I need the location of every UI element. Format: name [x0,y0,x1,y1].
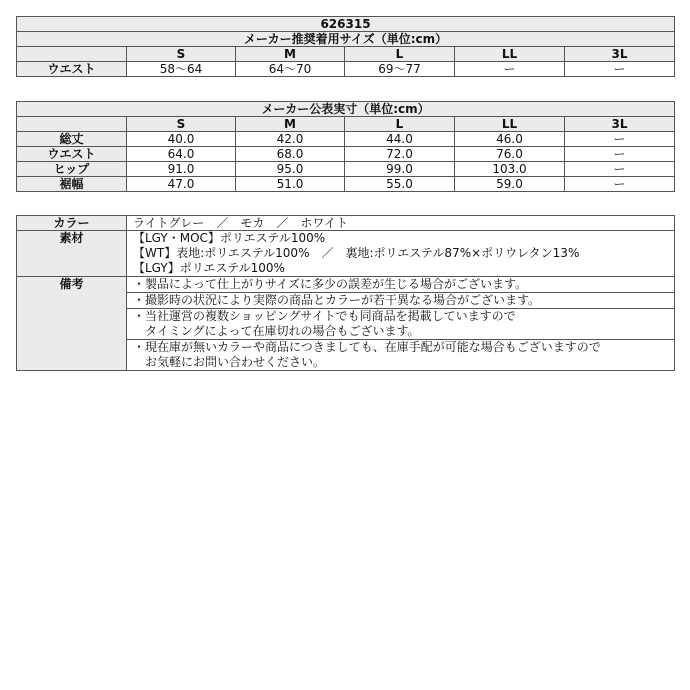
value-cell: 76.0 [455,147,565,162]
row-label: 総丈 [17,132,127,147]
note-item [127,339,674,370]
size-header: L [345,47,455,62]
size-header: 3L [565,47,675,62]
size-header: S [127,117,236,132]
size-header-row [17,47,675,62]
row-label: 裾幅 [17,177,127,192]
notes-row [17,277,675,371]
value-cell: 51.0 [236,177,345,192]
product-code: 626315 [17,17,675,32]
notes-label: 備考 [17,277,127,371]
material-row [17,231,675,277]
row-label: ウエスト [17,147,127,162]
note-line: タイミングによって在庫切れの場合もございます。 [133,324,420,338]
note-line: ・製品によって仕上がりサイズに多少の誤差が生じる場合がございます。 [133,277,528,291]
color-label: カラー [17,216,127,231]
material-value [127,231,675,277]
value-cell: 64〜70 [236,62,345,77]
material-line: 【LGY・MOC】ポリエステル100% [133,231,326,245]
corner-cell [17,47,127,62]
value-cell: 47.0 [127,177,236,192]
note-item [127,308,674,339]
note-line: ・当社運営の複数ショッピングサイトでも同商品を掲載していますので [133,309,516,323]
table-row [17,62,675,77]
corner-cell [17,117,127,132]
note-line: ・撮影時の状況により実際の商品とカラーが若干異なる場合がございます。 [133,293,541,307]
size-header-row [17,117,675,132]
note-item [127,292,674,308]
size-header: L [345,117,455,132]
size-header: LL [455,117,565,132]
size-header: 3L [565,117,675,132]
notes-list [127,277,675,371]
value-cell: ー [455,62,565,77]
note-line: お気軽にお問い合わせください。 [133,355,326,369]
note-line: ・現在庫が無いカラーや商品につきましても、在庫手配が可能な場合もございますので [133,340,601,354]
color-value: ライトグレー ／ モカ ／ ホワイト [127,216,675,231]
table-row [17,147,675,162]
measured-title: メーカー公表実寸（単位:cm） [17,102,675,117]
value-cell: 46.0 [455,132,565,147]
table-row [17,162,675,177]
value-cell: ー [565,62,675,77]
value-cell: 44.0 [345,132,455,147]
material-line: 【LGY】ポリエステル100% [133,261,285,275]
note-item [127,277,674,292]
product-info-table [16,215,675,371]
material-line: 【WT】表地:ポリエステル100% ／ 裏地:ポリエステル87%×ポリウレタン13% [133,246,580,260]
measured-size-table [16,101,675,192]
value-cell: ー [565,162,675,177]
value-cell: 95.0 [236,162,345,177]
size-header: LL [455,47,565,62]
material-label: 素材 [17,231,127,277]
table-row [17,177,675,192]
value-cell: 103.0 [455,162,565,177]
color-row [17,216,675,231]
value-cell: 68.0 [236,147,345,162]
size-header: M [236,117,345,132]
recommended-size-table [16,16,675,77]
value-cell: ー [565,147,675,162]
value-cell: 59.0 [455,177,565,192]
size-header: S [127,47,236,62]
value-cell: 58〜64 [127,62,236,77]
row-label: ウエスト [17,62,127,77]
recommended-title: メーカー推奨着用サイズ（単位:cm） [17,32,675,47]
value-cell: 55.0 [345,177,455,192]
value-cell: 40.0 [127,132,236,147]
size-header: M [236,47,345,62]
value-cell: 72.0 [345,147,455,162]
value-cell: ー [565,177,675,192]
value-cell: 69〜77 [345,62,455,77]
value-cell: 64.0 [127,147,236,162]
table-row [17,132,675,147]
value-cell: 91.0 [127,162,236,177]
value-cell: ー [565,132,675,147]
value-cell: 99.0 [345,162,455,177]
value-cell: 42.0 [236,132,345,147]
row-label: ヒップ [17,162,127,177]
